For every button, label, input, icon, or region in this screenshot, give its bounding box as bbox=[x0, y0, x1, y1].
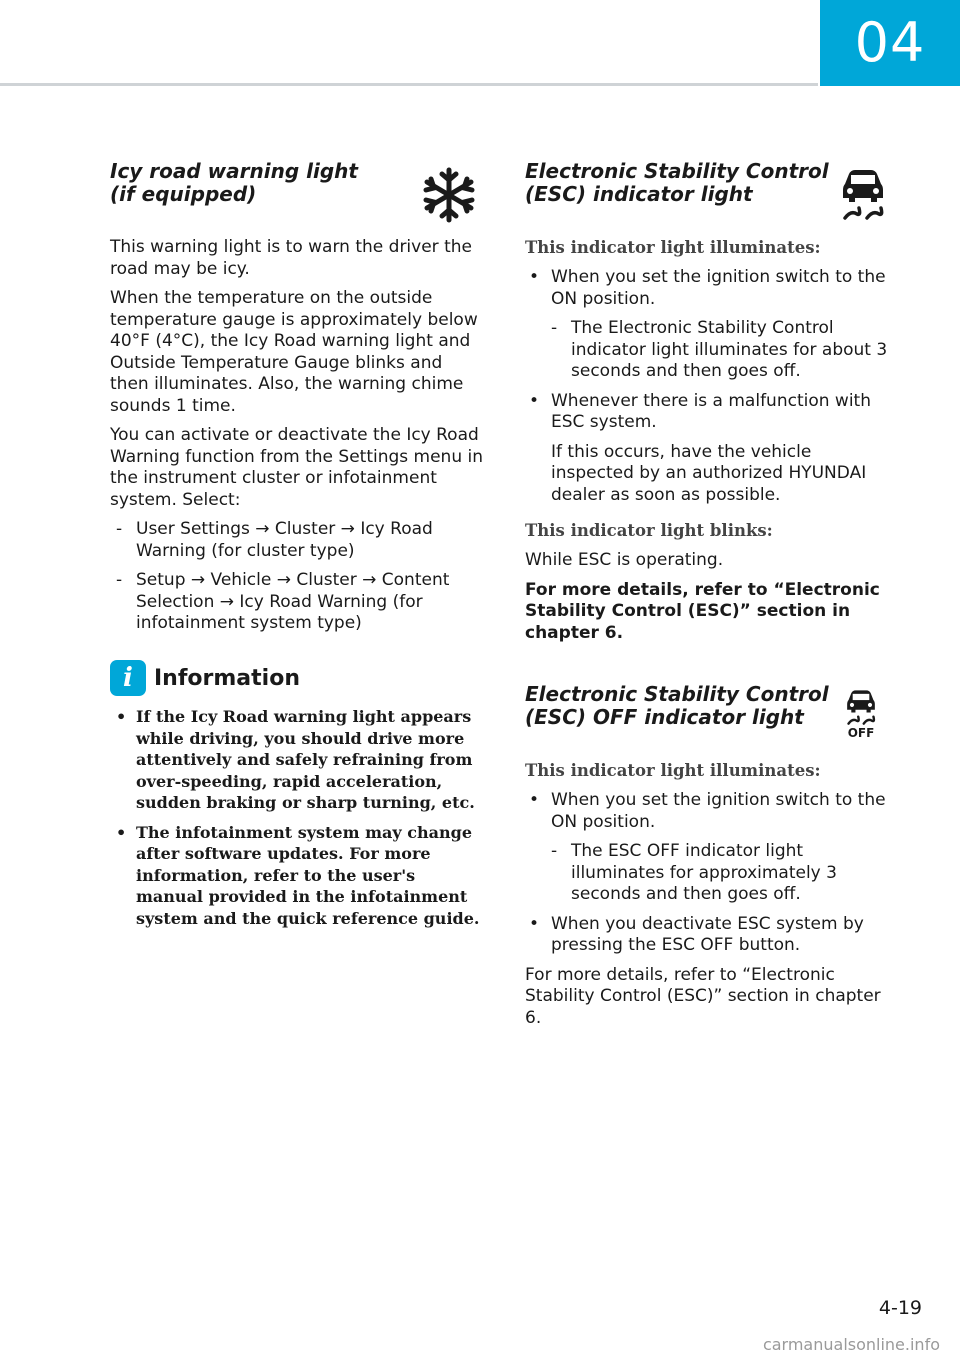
esc-heading bbox=[525, 160, 895, 230]
esc-off-heading bbox=[525, 683, 895, 753]
esc-off-icon-label: OFF bbox=[847, 726, 875, 740]
information-bullet-2: • The infotainment system may change after software updates. For more information, refer to the user's manual provided in the infotainment system and the quick reference guide. bbox=[110, 822, 484, 930]
esc-bullet-1: • When you set the ignition switch to the ON position. bbox=[525, 267, 895, 310]
esc-reference: For more details, refer to “Electronic Stability Control (ESC)” section in chapter 6. bbox=[525, 579, 880, 643]
esc-bullet-2-note: If this occurs, have the vehicle inspected by an authorized HYUNDAI dealer as soon as possible. bbox=[551, 441, 867, 505]
information-title: Information bbox=[154, 665, 300, 691]
icy-paragraph-1: This warning light is to warn the driver the road may be icy. bbox=[110, 237, 472, 279]
icy-title-line1: Icy road warning light bbox=[110, 159, 358, 183]
watermark: carmanualsonline.info bbox=[762, 1335, 940, 1354]
chapter-tab: 04 bbox=[820, 0, 960, 86]
esc-car-skid-icon bbox=[841, 168, 885, 224]
escoff-illuminates-heading: This indicator light illuminates: bbox=[525, 761, 821, 780]
esc-body bbox=[525, 237, 895, 652]
icy-title-line2: (if equipped) bbox=[110, 182, 257, 206]
information-header bbox=[110, 660, 484, 696]
information-bullet-1: • If the Icy Road warning light appears while driving, you should drive more attentively and safely refraining from over-speeding, rapid acceleration, sudden braking or sharp turning, etc. bbox=[110, 706, 484, 814]
escoff-bullet-1: • When you set the ignition switch to the ON position. bbox=[525, 790, 895, 833]
escoff-bullet-1-detail: - The ESC OFF indicator light illuminates for approximately 3 seconds and then goes off. bbox=[525, 841, 895, 906]
escoff-title-line2: (ESC) OFF indicator light bbox=[525, 705, 804, 729]
header-rule bbox=[0, 83, 818, 86]
esc-title-line1: Electronic Stability Control bbox=[525, 159, 829, 183]
esc-off-body bbox=[525, 760, 895, 1037]
esc-bullet-1-detail: - The Electronic Stability Control indicator light illuminates for about 3 seconds and then goes off. bbox=[525, 318, 895, 383]
information-icon: i bbox=[110, 660, 146, 696]
icy-road-heading bbox=[110, 160, 484, 230]
icy-body bbox=[110, 237, 484, 643]
escoff-title-line1: Electronic Stability Control bbox=[525, 682, 829, 706]
escoff-reference: For more details, refer to “Electronic Stability Control (ESC)” section in chapter 6. bbox=[525, 964, 881, 1028]
escoff-bullet-2: • When you deactivate ESC system by pressing the ESC OFF button. bbox=[525, 914, 895, 957]
esc-off-icon bbox=[843, 689, 879, 739]
esc-blinks-heading: This indicator light blinks: bbox=[525, 521, 773, 540]
information-box bbox=[110, 660, 484, 937]
esc-blink-text: While ESC is operating. bbox=[525, 550, 724, 570]
esc-bullet-2: • Whenever there is a malfunction with ESC system. bbox=[525, 391, 895, 434]
esc-illuminates-heading: This indicator light illuminates: bbox=[525, 238, 821, 257]
icy-setting-path-2: - Setup → Vehicle → Cluster → Content Selection → Icy Road Warning (for infotainment system type) bbox=[110, 570, 484, 635]
esc-title-line2: (ESC) indicator light bbox=[525, 182, 753, 206]
icy-paragraph-3: You can activate or deactivate the Icy Road Warning function from the Settings menu in the instrument cluster or infotainment system. Select: bbox=[110, 425, 484, 510]
icy-setting-path-1: - User Settings → Cluster → Icy Road Warning (for cluster type) bbox=[110, 519, 484, 562]
snowflake-icon bbox=[420, 166, 478, 228]
page-number: 4-19 bbox=[878, 1297, 922, 1319]
icy-paragraph-2: When the temperature on the outside temperature gauge is approximately below 40°F (4°C), the Icy Road warning light and Outside Temperature Gauge blinks and then illuminates. Also, the warning chime sounds 1 time. bbox=[110, 288, 478, 416]
